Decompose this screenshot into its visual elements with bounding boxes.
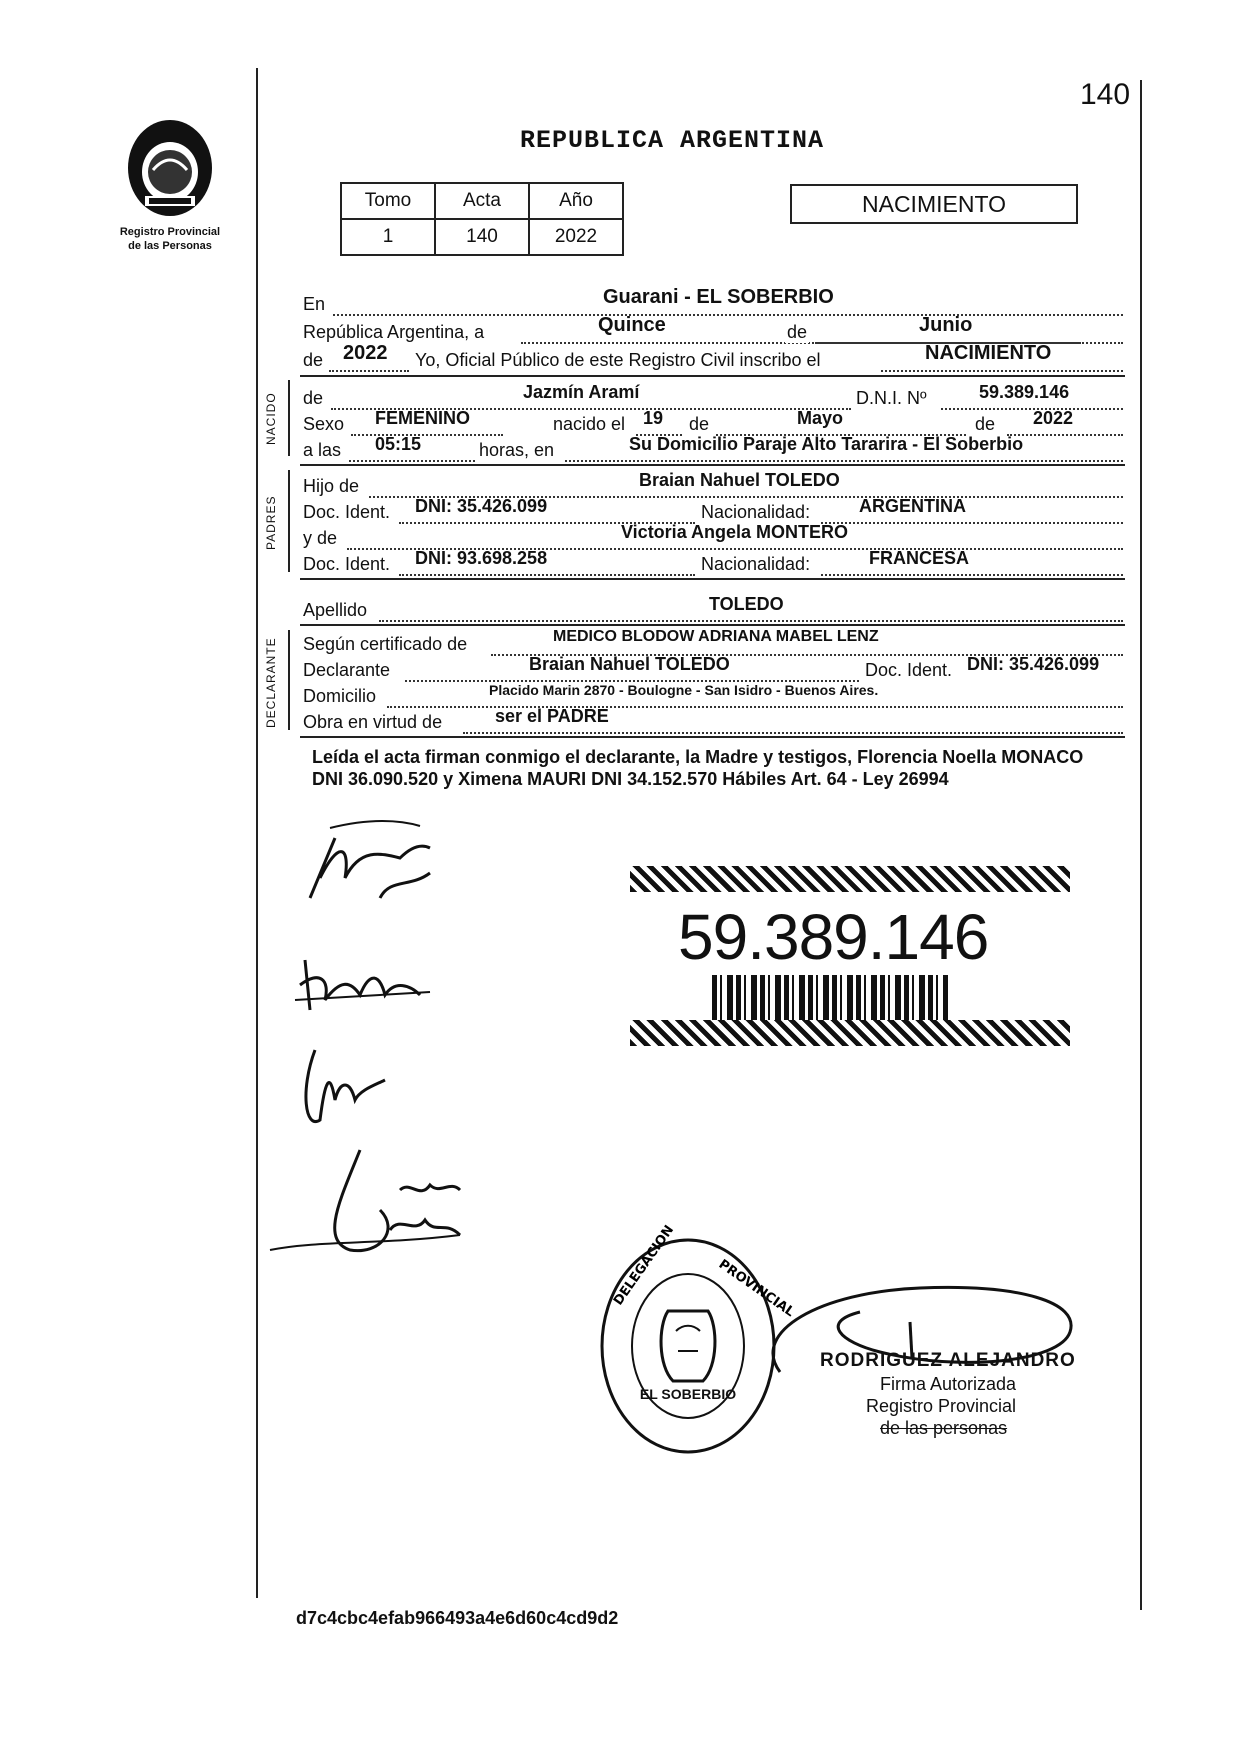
hours-label: horas, en (479, 440, 555, 460)
mother-label: y de (303, 528, 338, 548)
header-ano: Año (529, 183, 623, 219)
declarant-name: Braian Nahuel TOLEDO (529, 654, 730, 674)
signature-witness-1 (290, 1040, 400, 1140)
cert-value: MEDICO BLODOW ADRIANA MABEL LENZ (553, 628, 879, 645)
header-acta: Acta (435, 183, 529, 219)
logo-caption-line2: de las Personas (128, 240, 212, 252)
mother-nat-label: Nacionalidad: (701, 554, 811, 574)
born-de2: de (975, 414, 996, 434)
father-label: Hijo de (303, 476, 360, 496)
country-title: REPUBLICA ARGENTINA (520, 126, 825, 155)
value-tomo: 1 (341, 219, 435, 255)
signature-mother (290, 940, 440, 1020)
svg-text:DELEGACION: DELEGACION (610, 1222, 678, 1309)
mother-name: Victoria Angela MONTERO (621, 522, 849, 542)
father-name: Braian Nahuel TOLEDO (639, 470, 840, 490)
value-acta: 140 (435, 219, 529, 255)
father-doc: DNI: 35.426.099 (415, 496, 548, 516)
place-value: Guarani - EL SOBERBIO (603, 286, 834, 308)
declarant-doc-label: Doc. Ident. (865, 660, 953, 680)
father-nat-label: Nacionalidad: (701, 502, 811, 522)
time-value: 05:15 (375, 434, 422, 454)
year-text: Yo, Oficial Público de este Registro Civil inscribo el (415, 350, 821, 370)
time-label: a las (303, 440, 342, 460)
born-year: 2022 (1033, 408, 1074, 428)
born-label: nacido el (553, 414, 626, 434)
official-name: RODRIGUEZ ALEJANDRO (820, 1350, 1076, 1371)
row-time-place (303, 434, 1125, 464)
left-margin-line (256, 68, 258, 1598)
document-hash: d7c4cbc4efab966493a4e6d60c4cd9d2 (296, 1608, 619, 1628)
child-de-label: de (303, 388, 324, 408)
value-ano: 2022 (529, 219, 623, 255)
statement-text: Leída el acta firman conmigo el declarante, la Madre y testigos, Florencia Noella MONACO DNI 36.090.520 y Ximena MAURI DNI 34.152.570 Hábiles Art. 64 - Ley 26994 (312, 747, 1084, 789)
address-value: Placido Marin 2870 - Boulogne - San Isidro - Buenos Aires. (489, 682, 879, 698)
row-declarant (303, 654, 1125, 684)
signature-father (290, 818, 450, 918)
year-de-label: de (303, 350, 324, 370)
declarant-label: Declarante (303, 660, 391, 680)
section-padres-label: PADRES (264, 495, 278, 550)
virtue-label: Obra en virtud de (303, 712, 443, 732)
republic-label: República Argentina, a (303, 322, 485, 342)
record-type-label: NACIMIENTO (862, 191, 1006, 217)
event-value: NACIMIENTO (925, 342, 1052, 364)
section-declarante-label: DECLARANTE (264, 637, 278, 728)
header-tomo: Tomo (341, 183, 435, 219)
mother-doc: DNI: 93.698.258 (415, 548, 548, 568)
official-stamp (598, 1222, 798, 1456)
dni-label: D.N.I. Nº (856, 388, 927, 408)
date-month: Junio (919, 314, 973, 336)
stamp-center-text: EL SOBERBIO (639, 1386, 737, 1402)
page-number: 140 (1080, 78, 1131, 111)
date-de-label: de (787, 322, 808, 342)
official-line2: Registro Provincial (866, 1396, 1017, 1416)
child-name: Jazmín Aramí (523, 382, 640, 402)
declarant-doc: DNI: 35.426.099 (967, 654, 1100, 674)
father-doc-label: Doc. Ident. (303, 502, 391, 522)
row-year (303, 342, 1125, 374)
barcode-band-top (630, 866, 1070, 892)
birth-place: Su Domicilio Paraje Alto Tararira - El Soberbio (629, 434, 1024, 454)
father-nat: ARGENTINA (859, 496, 966, 516)
row-address (303, 684, 1125, 710)
logo-caption-line1: Registro Provincial (119, 226, 221, 238)
right-margin-line (1140, 80, 1142, 1610)
born-de1: de (689, 414, 710, 434)
surname-label: Apellido (303, 600, 368, 620)
province-logo (115, 110, 225, 220)
signature-witness-2 (260, 1140, 480, 1270)
register-table (340, 182, 624, 256)
row-surname (303, 594, 1125, 624)
mother-nat: FRANCESA (869, 548, 970, 568)
surname-value: TOLEDO (709, 594, 784, 614)
born-month: Mayo (797, 408, 844, 428)
row-place (303, 286, 1125, 318)
child-dni: 59.389.146 (979, 382, 1070, 402)
province-seal-icon (115, 110, 225, 220)
barcode-band-bottom (630, 1020, 1070, 1046)
place-label: En (303, 294, 326, 314)
svg-text:PROVINCIAL: PROVINCIAL (715, 1256, 798, 1321)
mother-doc-label: Doc. Ident. (303, 554, 391, 574)
row-mother-doc (303, 548, 1125, 578)
barcode (712, 975, 948, 1021)
sex-value: FEMENINO (375, 408, 471, 428)
born-day: 19 (643, 408, 664, 428)
barcode-number: 59.389.146 (678, 901, 989, 973)
virtue-value: ser el PADRE (495, 706, 609, 726)
sex-label: Sexo (303, 414, 345, 434)
row-virtue (303, 706, 1125, 736)
official-line1: Firma Autorizada (880, 1374, 1017, 1394)
cert-label: Según certificado de (303, 634, 468, 654)
address-label: Domicilio (303, 686, 377, 706)
year-value: 2022 (343, 342, 388, 364)
date-day: Quince (598, 314, 666, 336)
record-type-box (790, 184, 1078, 224)
official-line3: de las personas (880, 1418, 1008, 1438)
section-nacido-label: NACIDO (264, 392, 278, 445)
